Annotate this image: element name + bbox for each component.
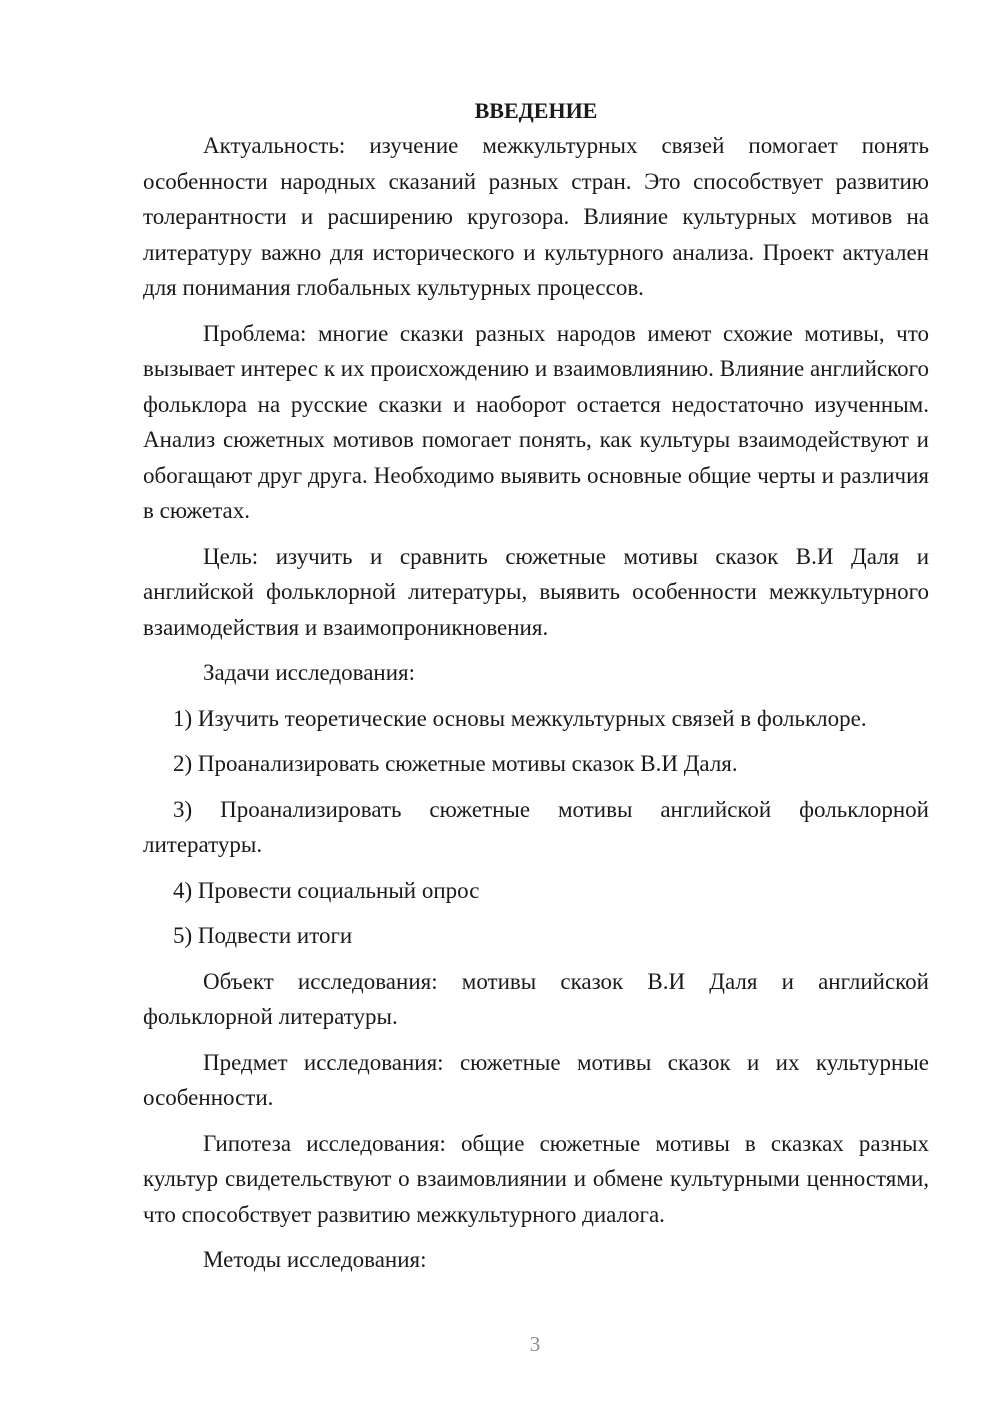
page-number: 3	[529, 1332, 541, 1356]
task-item-2: 2) Проанализировать сюжетные мотивы сказок В.И Даля.	[173, 751, 738, 776]
task-item-3: 3) Проанализировать сюжетные мотивы английской фольклорной литературы.	[143, 796, 929, 857]
page-title: ВВЕДЕНИЕ	[474, 98, 598, 123]
task-item-1: 1) Изучить теоретические основы межкультурных связей в фольклоре.	[173, 705, 867, 731]
paragraph-object: Объект исследования: мотивы сказок В.И Даля и английской фольклорной литературы.	[143, 968, 929, 1029]
paragraph-hypothesis: Гипотеза исследования: общие сюжетные мотивы в сказках разных культур свидетельствуют о взаимовлиянии и обмене культурными ценностями, что способствует развитию межкультурного диалога.	[143, 1130, 929, 1227]
task-item-4: 4) Провести социальный опрос	[173, 877, 480, 903]
paragraph-relevance: Актуальность: изучение межкультурных связей помогает понять особенности народных сказаний разных стран. Это способствует развитию толерантности и расширению кругозора. Влияние культурных мотивов на литературу важно для исторического и культурного анализа. Проект актуален для понимания глобальных культурных процессов.	[143, 133, 929, 300]
paragraph-problem: Проблема: многие сказки разных народов имеют схожие мотивы, что вызывает интерес к их происхождению и взаимовлиянию. Влияние английского фольклора на русские сказки и наоборот остается недостаточно изученным. Анализ сюжетных мотивов помогает понять, как культуры взаимодействуют и обогащают друг друга. Необходимо выявить основные общие черты и различия в сюжетах.	[143, 320, 929, 523]
paragraph-subject: Предмет исследования: сюжетные мотивы сказок и их культурные особенности.	[143, 1049, 929, 1110]
document-page	[143, 93, 929, 1288]
tasks-heading: Задачи исследования:	[203, 660, 416, 685]
paragraph-goal: Цель: изучить и сравнить сюжетные мотивы сказок В.И Даля и английской фольклорной литературы, выявить особенности межкультурного взаимодействия и взаимопроникновения.	[143, 543, 929, 640]
methods-heading: Методы исследования:	[203, 1247, 427, 1272]
task-item-5: 5) Подвести итоги	[173, 923, 353, 948]
